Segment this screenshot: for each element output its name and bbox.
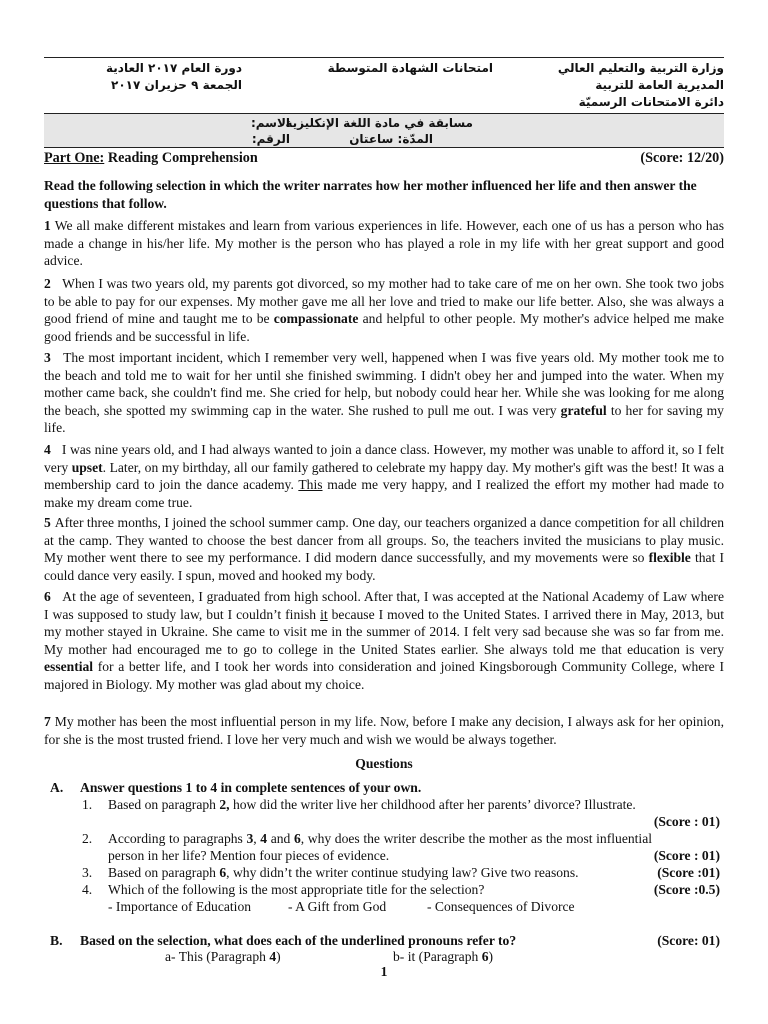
pronoun-text: b- it (Paragraph xyxy=(393,949,482,964)
paragraph-number: 1 xyxy=(44,218,51,233)
pronoun-text: ) xyxy=(488,949,494,964)
option-1: - Importance of Education xyxy=(108,899,252,914)
paragraph-number: 2 xyxy=(44,276,51,291)
bold-word: compassionate xyxy=(273,311,359,326)
paragraph-text: . Later, on my birthday, all our family gathered to celebrate my happy day. My mother's gift was the best! It was a membership card to join the dance academy. xyxy=(44,459,724,492)
paragraph-text: for a better life, and I took her words into consideration and joined Kingsborough Community College, where I majored in Biology. My mother was glad about my choice. xyxy=(44,659,724,692)
question-number: 4. xyxy=(82,882,93,897)
questions-heading: Questions xyxy=(355,756,413,771)
question-text: , why didn’t the writer continue studying law? Give two reasons. xyxy=(226,865,579,880)
question-text: Based on paragraph xyxy=(108,865,220,880)
question-number: 1. xyxy=(82,797,93,812)
section-title: Answer questions 1 to 4 in complete sentences of your own. xyxy=(80,780,422,795)
question-text: and xyxy=(267,831,294,846)
bold-word: 2, xyxy=(219,797,230,812)
question-4-score: (Score :0.5) xyxy=(653,882,720,897)
part-score: (Score: 12/20) xyxy=(640,150,724,166)
pronoun-item-a xyxy=(165,948,281,965)
pronoun-item-b xyxy=(393,948,493,965)
ministry-name: وزارة التربية والتعليم العالي xyxy=(557,61,724,75)
header-top-rule xyxy=(44,57,724,58)
question-1 xyxy=(82,796,652,813)
paragraph-text: At the age of seventeen, I graduated from high school. After that, I was accepted at the National Academy of Law where I was supposed to study law, but I couldn’t finish xyxy=(44,589,724,622)
bold-word: 6 xyxy=(293,831,301,846)
page-number: 1 xyxy=(380,964,388,979)
exam-name: امتحانات الشهادة المتوسطة xyxy=(327,61,493,75)
paragraph-number: 3 xyxy=(44,350,51,365)
option-3: - Consequences of Divorce xyxy=(427,899,575,914)
exam-session: دورة العام ٢٠١٧ العادية xyxy=(106,61,242,75)
question-4 xyxy=(82,881,652,898)
part-title: Reading Comprehension xyxy=(107,150,258,166)
paragraph-text: We all make different mistakes and learn from various experiences in life. However, each one of us has a person who has made a change in his/her life. My mother is the person who has played a role in my life with her great support and good advice. xyxy=(44,218,724,268)
paragraph-7 xyxy=(44,713,724,748)
question-text: Based on paragraph xyxy=(108,797,220,812)
paragraph-1 xyxy=(44,217,724,270)
underlined-pronoun: This xyxy=(298,477,323,492)
question-number: 3. xyxy=(82,865,93,880)
bold-word: 3 xyxy=(246,831,254,846)
number-label: الرقم: xyxy=(251,132,290,146)
subject-title: مسابقة في مادة اللغة الإنكليزية xyxy=(285,116,473,130)
question-number: 2. xyxy=(82,831,93,846)
paragraph-text: My mother has been the most influential person in my life. Now, before I make any decision, I always ask for her opinion, for she is the most trusted friend. I love her very much and wish we would be always together. xyxy=(44,714,724,747)
bold-word: 6 xyxy=(219,865,227,880)
pronoun-text: a- This (Paragraph xyxy=(165,949,270,964)
question-text: According to paragraphs xyxy=(108,831,247,846)
bold-word: 4 xyxy=(260,831,268,846)
section-b-score: (Score: 01) xyxy=(657,933,720,948)
paragraph-text: After three months, I joined the school summer camp. One day, our teachers organized a dance competition for all children at the camp. They wanted to choose the best dancer from all groups. So, the teachers invited the musicians to play music. My mother went there to see my performance. I did modern dance successfully, and my movements were so xyxy=(44,515,724,565)
bold-word: grateful xyxy=(560,402,607,418)
bold-word: 6 xyxy=(481,949,489,964)
name-label: الاسم: xyxy=(250,116,290,130)
paragraph-text: made me very happy, and I realized the effort my mother had made to make my dream come true. xyxy=(44,477,724,510)
part-heading xyxy=(44,149,724,169)
question-2-score: (Score : 01) xyxy=(653,848,720,863)
paragraph-text: and helpful to other people. My mother's advice helped me make good friends and be successful in life. xyxy=(44,311,725,344)
paragraph-text: When I was two years old, my parents got divorced, so my mother had to take care of me on her own. She took two jobs to be able to pay for our expenses. My mother gave me all her love and tried to make our life better. Also, she was always a good friend of mine and taught me to be xyxy=(44,276,724,326)
question-text: how did the writer live her childhood after her parents’ divorce? Illustrate. xyxy=(229,797,636,812)
bold-word: essential xyxy=(44,659,94,674)
paragraph-2 xyxy=(44,275,724,345)
section-letter: B. xyxy=(50,933,63,948)
paragraph-3 xyxy=(44,349,724,437)
section-a-heading xyxy=(50,779,421,797)
underlined-pronoun: it xyxy=(320,606,328,622)
paragraph-6 xyxy=(44,588,724,693)
question-text: , why does the writer describe the mother as the most influential person in her life? Mention four pieces of evidence. xyxy=(108,831,653,863)
bold-word: flexible xyxy=(648,550,691,565)
bold-word: 4 xyxy=(269,949,277,964)
question-text: Which of the following is the most appropriate title for the selection? xyxy=(108,882,485,897)
paragraph-text: to her for saving my life. xyxy=(44,402,724,435)
paragraph-text: that I could dance very easily. I spun, moved and hooked my body. xyxy=(44,550,724,583)
department-name: دائرة الامتحانات الرسميّة xyxy=(578,95,724,109)
paragraph-5 xyxy=(44,514,724,584)
paragraph-number: 5 xyxy=(44,515,51,530)
bold-word: upset xyxy=(71,459,103,475)
exam-duration: المدّة: ساعتان xyxy=(349,132,433,146)
question-3 xyxy=(82,864,652,881)
question-1-score: (Score : 01) xyxy=(653,814,720,829)
question-2 xyxy=(82,830,652,864)
section-title: Based on the selection, what does each of the underlined pronouns refer to? xyxy=(80,933,517,948)
paragraph-text: The most important incident, which I remember very well, happened when I was five years old. My mother took me to the beach and told me to wait for her until she finished swimming. I didn't obey her and jumped into the water. When my mother came back, she couldn't find me. She cried for help, but nobody could hear her. While she was looking for me along the beach, she spotted my swimming cap in the water. She rushed to pull me out. I was very xyxy=(44,350,724,418)
paragraph-number: 6 xyxy=(44,589,51,604)
instructions: Read the following selection in which the writer narrates how her mother influenced her life and then answer the questions that follow. xyxy=(44,178,697,211)
paragraph-number: 4 xyxy=(44,442,51,457)
section-letter: A. xyxy=(50,780,64,795)
part-label: Part One: xyxy=(44,150,105,166)
question-3-score: (Score :01) xyxy=(657,865,720,880)
question-text: , xyxy=(253,831,261,846)
paragraph-text: I was nine years old, and I had always wanted to join a dance class. However, my mother was unable to afford it, so I felt very xyxy=(44,442,724,475)
paragraph-4 xyxy=(44,441,724,511)
directorate-name: المديرية العامة للتربية xyxy=(595,78,724,92)
band-top-rule xyxy=(44,113,724,114)
paragraph-text: because I moved to the United States. I arrived there in May, 2013, but my mother stayed in Ukraine. She came to visit me in the summer of 2014. I felt very sad because she was so far from me. My mother had encouraged me to go to college in the United States earlier. She always told me that education is very xyxy=(44,606,724,657)
exam-date: الجمعة ٩ حزيران ٢٠١٧ xyxy=(111,78,242,92)
option-2: - A Gift from God xyxy=(288,899,387,914)
paragraph-number: 7 xyxy=(44,714,51,729)
pronoun-text: ) xyxy=(276,949,281,964)
band-bottom-rule xyxy=(44,147,724,148)
